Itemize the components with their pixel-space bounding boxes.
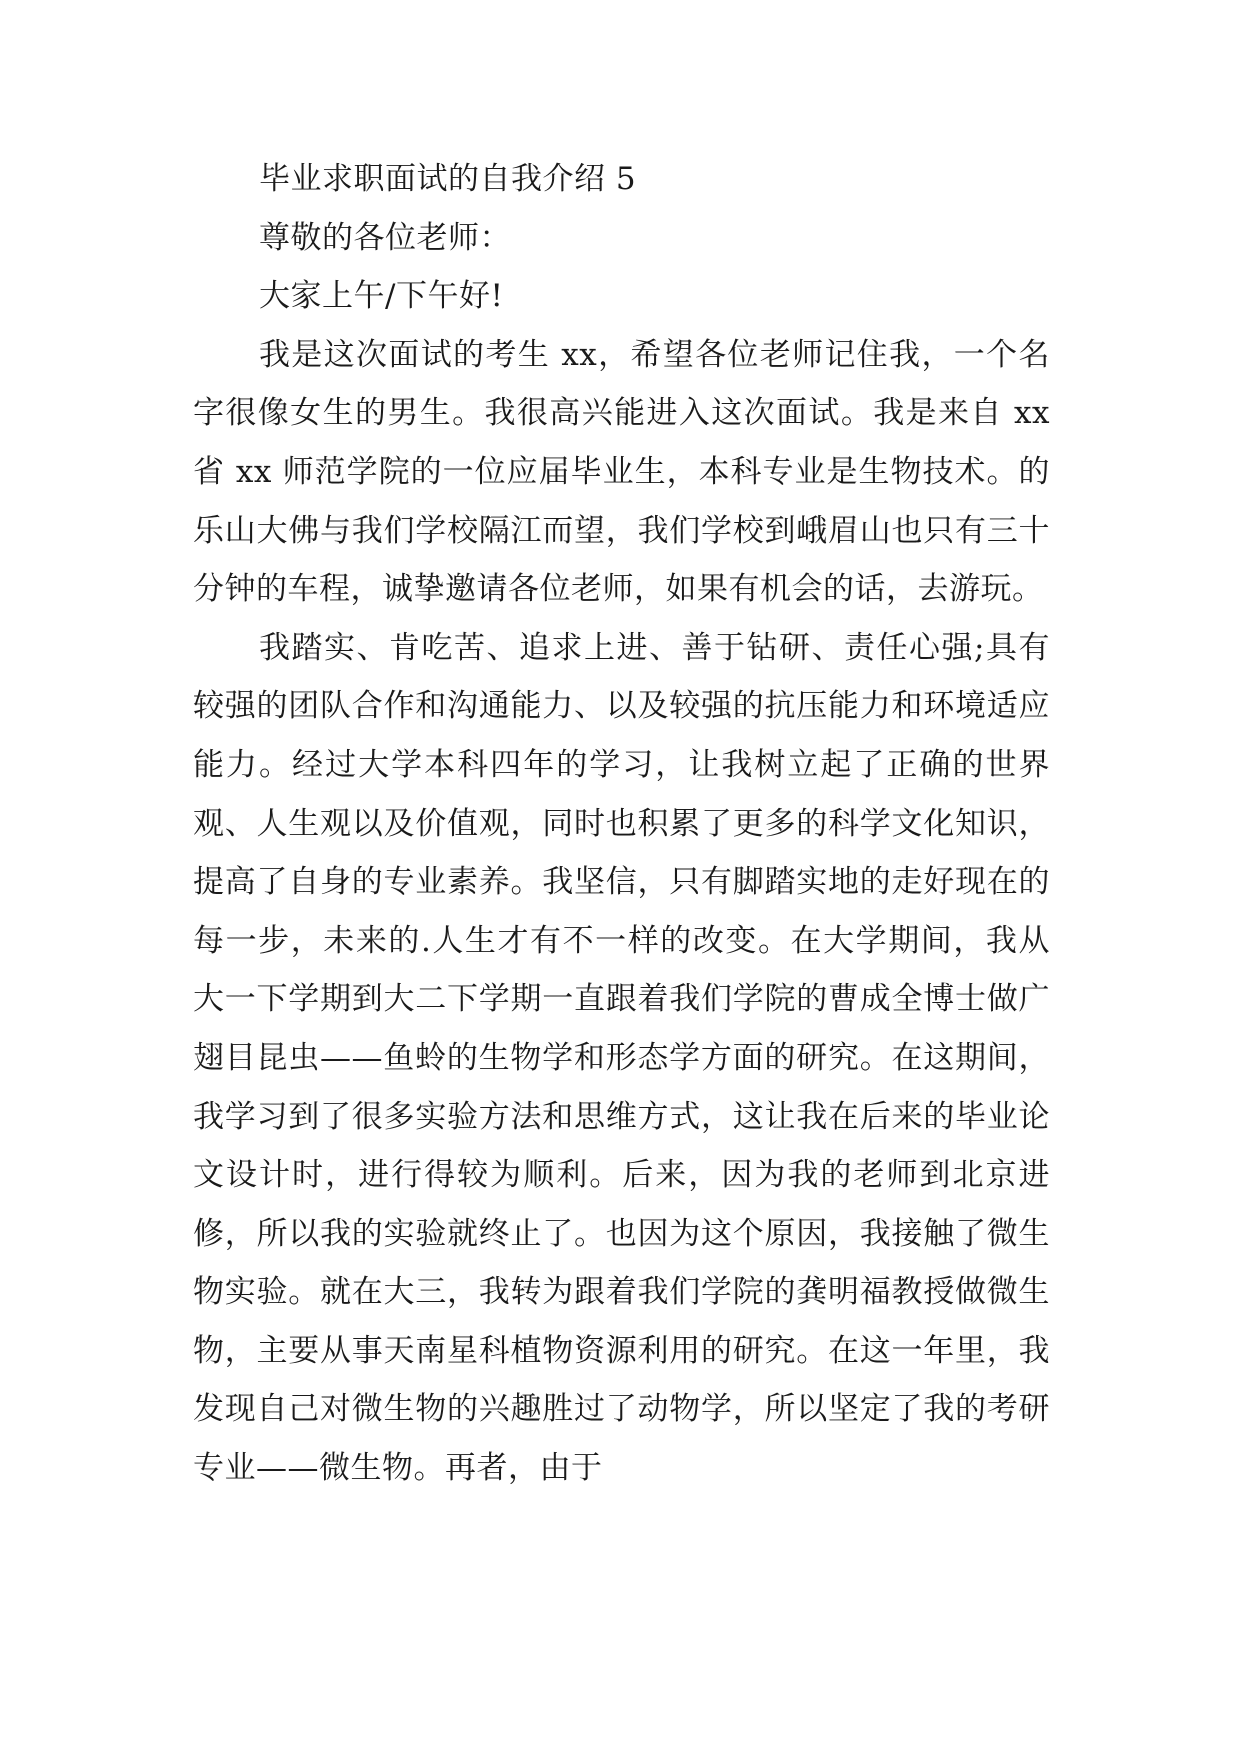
document-title: 毕业求职面试的自我介绍 5 [259, 161, 637, 197]
document-body [193, 150, 1050, 1498]
body-paragraph-2: 我踏实、肯吃苦、追求上进、善于钻研、责任心强;具有较强的团队合作和沟通能力、以及较强的抗压能力和环境适应能力。经过大学本科四年的学习，让我树立起了正确的世界观、人生观以及价值观，同时也积累了更多的科学文化知识，提高了自身的专业素养。我坚信，只有脚踏实地的走好现在的每一步，未来的.人生才有不一样的改变。在大学期间，我从大一下学期到大二下学期一直跟着我们学院的曹成全博士做广翅目昆虫——鱼蛉的生物学和形态学方面的研究。在这期间，我学习到了很多实验方法和思维方式，这让我在后来的毕业论文设计时，进行得较为顺利。后来，因为我的老师到北京进修，所以我的实验就终止了。也因为这个原因，我接触了微生物实验。就在大三，我转为跟着我们学院的龚明福教授做微生物，主要从事天南星科植物资源利用的研究。在这一年里，我发现自己对微生物的兴趣胜过了动物学，所以坚定了我的考研专业——微生物。再者，由于 [193, 629, 1050, 1487]
body-paragraph-1: 我是这次面试的考生 xx，希望各位老师记住我，一个名字很像女生的男生。我很高兴能进入这次面试。我是来自 xx 省 xx 师范学院的一位应届毕业生，本科专业是生物技术。的乐山大佛与我们学校隔江而望，我们学校到峨眉山也只有三十分钟的车程，诚挚邀请各位老师，如果有机会的话，去游玩。 [193, 336, 1050, 608]
greeting: 大家上午/下午好! [259, 278, 504, 315]
salutation: 尊敬的各位老师： [259, 219, 511, 256]
